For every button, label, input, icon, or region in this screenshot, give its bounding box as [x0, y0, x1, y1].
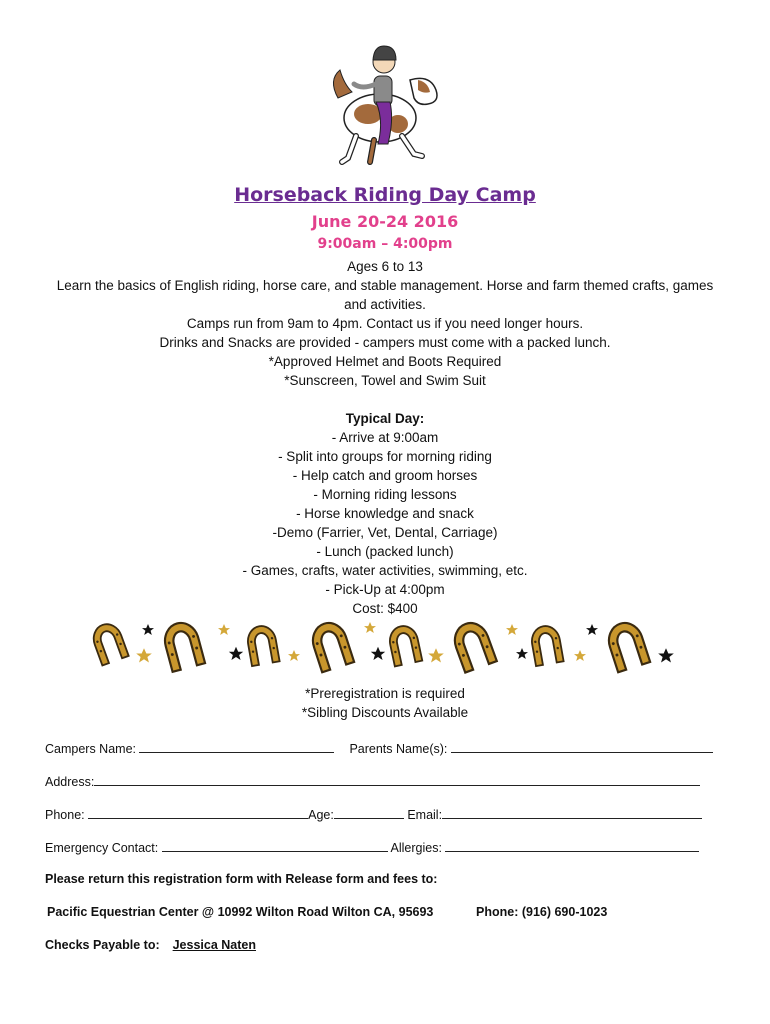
camp-title: Horseback Riding Day Camp: [234, 184, 536, 206]
campers-name-label: Campers Name:: [45, 742, 136, 756]
allergies-label: Allergies:: [390, 841, 442, 855]
emergency-row: [45, 839, 699, 855]
info-line: *Sunscreen, Towel and Swim Suit: [284, 373, 486, 388]
schedule-item: - Lunch (packed lunch): [316, 544, 454, 559]
star-icon: [658, 648, 674, 662]
emergency-contact-field[interactable]: [162, 839, 388, 852]
campers-name-field[interactable]: [139, 740, 334, 753]
star-icon: [516, 648, 528, 659]
schedule-item: - Horse knowledge and snack: [296, 506, 474, 521]
registration-notes: [40, 684, 730, 722]
parents-name-label: Parents Name(s):: [349, 742, 448, 756]
info-line: and activities.: [344, 297, 426, 312]
camp-description: [40, 257, 730, 618]
camp-hours: 9:00am – 4:00pm: [317, 236, 453, 252]
sibling-discount-note: *Sibling Discounts Available: [301, 705, 469, 720]
phone-label: Phone:: [45, 808, 85, 822]
phone-row: [45, 806, 702, 822]
horse-rider-illustration: [318, 40, 454, 170]
age-field[interactable]: [334, 806, 404, 819]
star-icon: [586, 624, 598, 635]
horseshoe-icon: [529, 624, 563, 666]
star-icon: [142, 624, 154, 635]
horseshoe-border: [86, 612, 686, 674]
horseshoe-icon: [161, 619, 205, 672]
star-icon: [136, 648, 152, 662]
horseshoe-icon: [604, 619, 650, 673]
schedule-item: - Split into groups for morning riding: [278, 449, 492, 464]
schedule-item: - Arrive at 9:00am: [331, 430, 439, 445]
camp-dates: June 20-24 2016: [311, 212, 459, 231]
schedule-item: - Pick-Up at 4:00pm: [325, 582, 445, 597]
horseshoe-icon: [450, 618, 497, 672]
star-icon: [229, 647, 243, 660]
schedule-item: - Morning riding lessons: [313, 487, 457, 502]
info-line: Learn the basics of English riding, horse care, and stable management. Horse and farm themed crafts, games: [56, 278, 714, 293]
star-icon: [506, 624, 518, 635]
address-field[interactable]: [94, 773, 700, 786]
star-icon: [428, 648, 444, 662]
email-field[interactable]: [442, 806, 702, 819]
horseshoe-icon: [387, 623, 422, 666]
preregistration-note: *Preregistration is required: [305, 686, 465, 701]
cost-text: Cost: $400: [352, 601, 418, 616]
address-label: Address:: [45, 775, 95, 789]
phone-field[interactable]: [88, 806, 308, 819]
email-label: Email:: [407, 808, 443, 822]
allergies-field[interactable]: [445, 839, 699, 852]
address-row: [45, 773, 700, 789]
checks-payable-label: Checks Payable to:: [45, 938, 160, 952]
contact-phone: Phone: (916) 690-1023: [476, 905, 608, 919]
campers-row: [45, 740, 713, 756]
info-line: Drinks and Snacks are provided - campers must come with a packed lunch.: [159, 335, 611, 350]
horseshoe-icon: [308, 619, 354, 673]
emergency-contact-label: Emergency Contact:: [45, 841, 159, 855]
parents-name-field[interactable]: [451, 740, 713, 753]
checks-payable-name: Jessica Naten: [172, 938, 256, 952]
center-address: Pacific Equestrian Center @ 10992 Wilton Road Wilton CA, 95693: [47, 905, 434, 919]
schedule-item: - Games, crafts, water activities, swimming, etc.: [242, 563, 528, 578]
star-icon: [218, 624, 230, 635]
checks-payable-row: [45, 938, 256, 952]
horseshoe-icon: [89, 620, 128, 665]
typical-day-heading: Typical Day:: [345, 411, 425, 426]
star-icon: [364, 622, 376, 633]
star-icon: [371, 647, 385, 660]
age-label: Age:: [308, 808, 334, 822]
return-instructions: Please return this registration form with Release form and fees to:: [45, 872, 438, 886]
info-line: Ages 6 to 13: [347, 259, 423, 274]
info-line: *Approved Helmet and Boots Required: [268, 354, 502, 369]
schedule-item: - Help catch and groom horses: [292, 468, 478, 483]
star-icon: [288, 650, 300, 661]
horseshoe-icon: [245, 624, 279, 666]
schedule-item: -Demo (Farrier, Vet, Dental, Carriage): [272, 525, 498, 540]
star-icon: [574, 650, 586, 661]
info-line: Camps run from 9am to 4pm. Contact us if you need longer hours.: [186, 316, 584, 331]
